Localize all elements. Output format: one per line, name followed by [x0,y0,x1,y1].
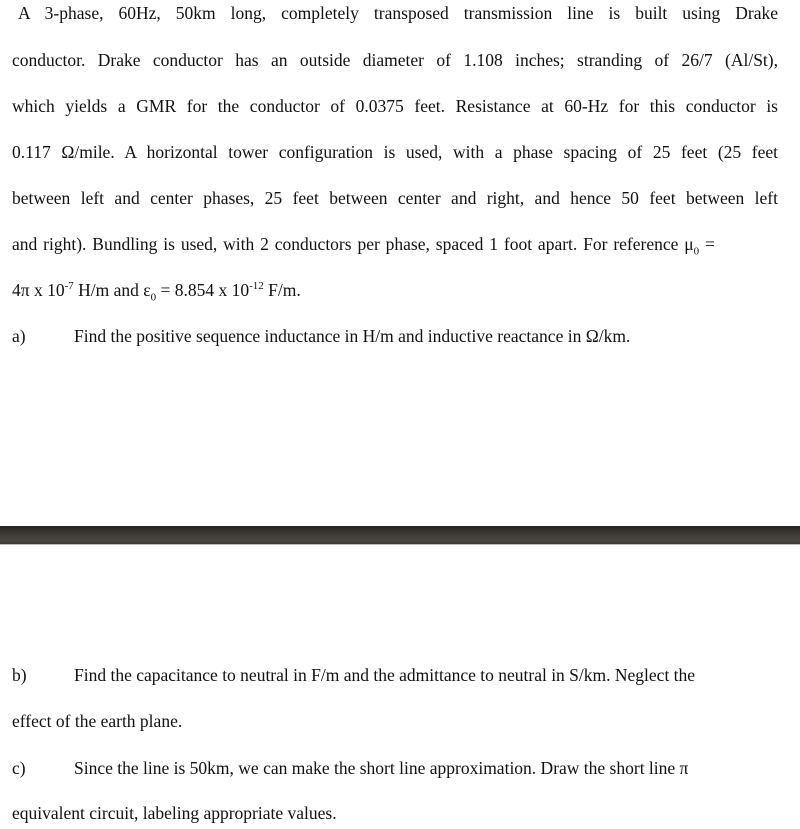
intro-line: A 3-phase, 60Hz, 50km long, completely transposed transmission line is built using Drake [18,3,778,23]
part-text: Find the positive sequence inductance in H/m and inductive reactance in Ω/km. [74,326,631,346]
subscript: 0 [150,291,157,304]
constants-line [12,279,778,304]
part-text: Find the capacitance to neutral in F/m and the admittance to neutral in S/km. Neglect the [74,665,696,685]
intro-line: between left and center phases, 25 feet between center and right, and hence 50 feet between left [12,188,778,208]
text: and right). Bundling is used, with 2 conductors per phase, spaced 1 foot apart. For reference μ [12,234,694,254]
part-text-cont: effect of the earth plane. [12,711,183,731]
part-text-cont: equivalent circuit, labeling appropriate values. [12,803,337,823]
text: = 8.854 x 10 [156,280,250,300]
intro-line: which yields a GMR for the conductor of 0.0375 feet. Resistance at 60-Hz for this conductor is [12,96,778,116]
intro-line: 0.117 Ω/mile. A horizontal tower configuration is used, with a phase spacing of 25 feet (25 feet [12,142,778,162]
superscript: -7 [64,280,74,293]
text: F/m. [263,280,301,300]
mu0-text [12,233,715,258]
text: = [699,234,715,254]
page-divider [0,526,800,545]
part-label: b) [12,665,27,685]
intro-line: conductor. Drake conductor has an outside diameter of 1.108 inches; stranding of 26/7 (Al/St), [12,50,778,70]
superscript: -12 [249,280,264,293]
subscript: 0 [693,245,700,258]
intro-line [12,233,778,258]
text: 4π x 10 [12,280,65,300]
part-label: c) [12,758,26,778]
part-text: Since the line is 50km, we can make the short line approximation. Draw the short line π [74,758,689,778]
part-label: a) [12,326,26,346]
text: H/m and ε [73,280,151,300]
